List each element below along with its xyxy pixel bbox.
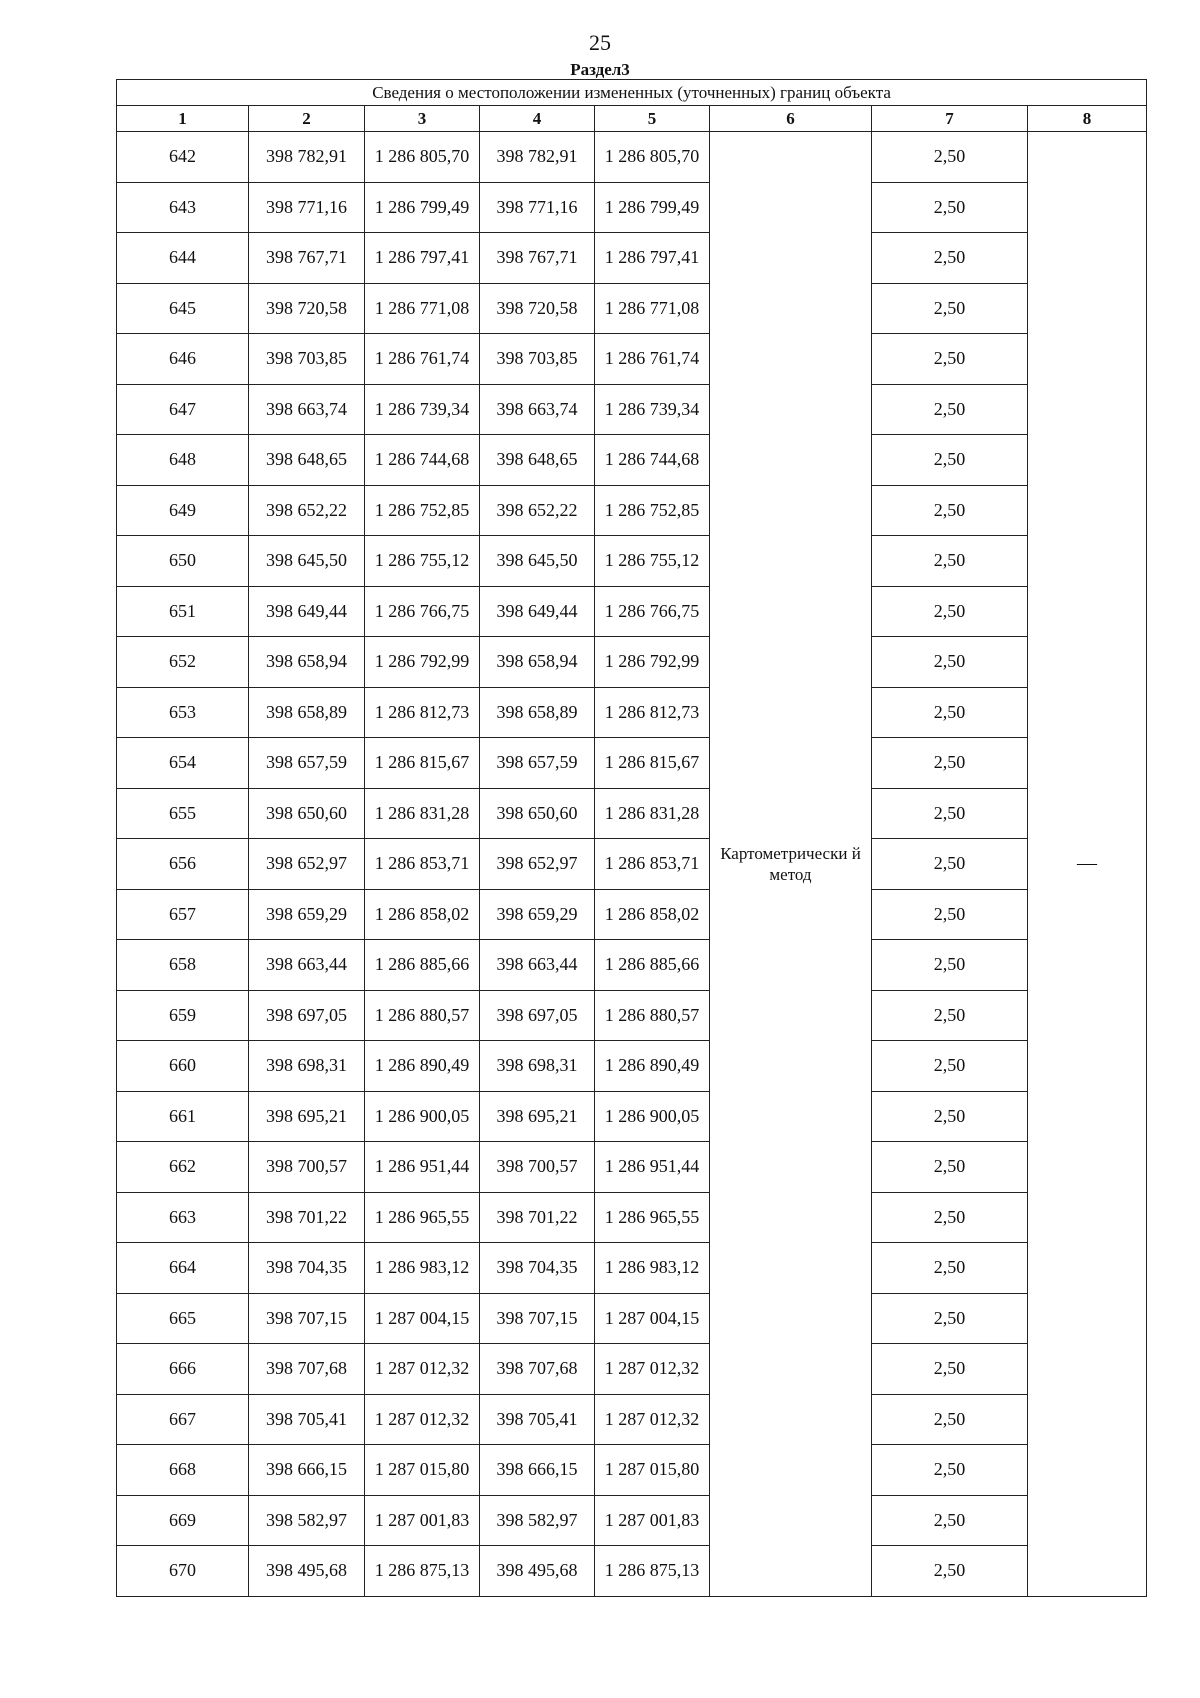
table-row bbox=[117, 637, 1147, 688]
point-number-cell: 667 bbox=[117, 1394, 249, 1445]
point-number-cell: 670 bbox=[117, 1546, 249, 1597]
table-row bbox=[117, 940, 1147, 991]
accuracy-cell: 2,50 bbox=[872, 1394, 1028, 1445]
coord-x-cell: 398 666,15 bbox=[249, 1445, 365, 1496]
coord-y-cell: 1 286 858,02 bbox=[365, 889, 480, 940]
table-row bbox=[117, 990, 1147, 1041]
coord-y-cell: 1 286 799,49 bbox=[595, 182, 710, 233]
point-number-cell: 663 bbox=[117, 1192, 249, 1243]
coord-x-cell: 398 720,58 bbox=[480, 283, 595, 334]
column-number: 7 bbox=[872, 106, 1028, 132]
coord-x-cell: 398 658,89 bbox=[480, 687, 595, 738]
coord-y-cell: 1 286 900,05 bbox=[365, 1091, 480, 1142]
coord-y-cell: 1 286 885,66 bbox=[365, 940, 480, 991]
point-number-cell: 665 bbox=[117, 1293, 249, 1344]
coord-y-cell: 1 286 752,85 bbox=[595, 485, 710, 536]
coord-y-cell: 1 286 744,68 bbox=[595, 435, 710, 486]
coord-y-cell: 1 286 951,44 bbox=[365, 1142, 480, 1193]
coord-y-cell: 1 287 015,80 bbox=[365, 1445, 480, 1496]
point-number-cell: 649 bbox=[117, 485, 249, 536]
coord-y-cell: 1 287 001,83 bbox=[595, 1495, 710, 1546]
coord-y-cell: 1 287 015,80 bbox=[595, 1445, 710, 1496]
coord-x-cell: 398 707,15 bbox=[480, 1293, 595, 1344]
point-number-cell: 668 bbox=[117, 1445, 249, 1496]
coord-y-cell: 1 286 739,34 bbox=[365, 384, 480, 435]
coord-x-cell: 398 666,15 bbox=[480, 1445, 595, 1496]
accuracy-cell: 2,50 bbox=[872, 1293, 1028, 1344]
coord-x-cell: 398 701,22 bbox=[480, 1192, 595, 1243]
table-row bbox=[117, 1293, 1147, 1344]
coord-x-cell: 398 663,74 bbox=[480, 384, 595, 435]
coord-y-cell: 1 286 771,08 bbox=[595, 283, 710, 334]
point-number-cell: 645 bbox=[117, 283, 249, 334]
coord-x-cell: 398 650,60 bbox=[249, 788, 365, 839]
coord-x-cell: 398 657,59 bbox=[480, 738, 595, 789]
point-number-cell: 644 bbox=[117, 233, 249, 284]
coord-y-cell: 1 286 815,67 bbox=[595, 738, 710, 789]
accuracy-cell: 2,50 bbox=[872, 132, 1028, 183]
coord-x-cell: 398 704,35 bbox=[249, 1243, 365, 1294]
coord-y-cell: 1 286 799,49 bbox=[365, 182, 480, 233]
table-row bbox=[117, 334, 1147, 385]
table-row bbox=[117, 233, 1147, 284]
coord-y-cell: 1 286 875,13 bbox=[595, 1546, 710, 1597]
coord-x-cell: 398 700,57 bbox=[249, 1142, 365, 1193]
accuracy-cell: 2,50 bbox=[872, 1344, 1028, 1395]
table-row bbox=[117, 586, 1147, 637]
accuracy-cell: 2,50 bbox=[872, 990, 1028, 1041]
coord-y-cell: 1 286 853,71 bbox=[595, 839, 710, 890]
coord-x-cell: 398 698,31 bbox=[480, 1041, 595, 1092]
point-number-cell: 655 bbox=[117, 788, 249, 839]
column-8-cell: — bbox=[1028, 132, 1147, 1597]
accuracy-cell: 2,50 bbox=[872, 334, 1028, 385]
table-row bbox=[117, 1495, 1147, 1546]
point-number-cell: 666 bbox=[117, 1344, 249, 1395]
point-number-cell: 664 bbox=[117, 1243, 249, 1294]
coord-y-cell: 1 286 755,12 bbox=[365, 536, 480, 587]
table-row bbox=[117, 1091, 1147, 1142]
coord-y-cell: 1 286 890,49 bbox=[365, 1041, 480, 1092]
accuracy-cell: 2,50 bbox=[872, 384, 1028, 435]
coord-y-cell: 1 286 771,08 bbox=[365, 283, 480, 334]
coord-x-cell: 398 645,50 bbox=[249, 536, 365, 587]
table-row bbox=[117, 788, 1147, 839]
accuracy-cell: 2,50 bbox=[872, 788, 1028, 839]
point-number-cell: 658 bbox=[117, 940, 249, 991]
coord-y-cell: 1 286 880,57 bbox=[365, 990, 480, 1041]
coord-x-cell: 398 658,94 bbox=[480, 637, 595, 688]
table-row bbox=[117, 536, 1147, 587]
column-number: 2 bbox=[249, 106, 365, 132]
coord-x-cell: 398 767,71 bbox=[249, 233, 365, 284]
table-row bbox=[117, 1142, 1147, 1193]
accuracy-cell: 2,50 bbox=[872, 182, 1028, 233]
coord-x-cell: 398 658,94 bbox=[249, 637, 365, 688]
coord-x-cell: 398 703,85 bbox=[249, 334, 365, 385]
coord-x-cell: 398 648,65 bbox=[249, 435, 365, 486]
coord-x-cell: 398 663,44 bbox=[480, 940, 595, 991]
coord-y-cell: 1 287 004,15 bbox=[595, 1293, 710, 1344]
accuracy-cell: 2,50 bbox=[872, 485, 1028, 536]
table-row bbox=[117, 182, 1147, 233]
accuracy-cell: 2,50 bbox=[872, 889, 1028, 940]
coord-y-cell: 1 286 880,57 bbox=[595, 990, 710, 1041]
table-row bbox=[117, 485, 1147, 536]
coord-x-cell: 398 698,31 bbox=[249, 1041, 365, 1092]
accuracy-cell: 2,50 bbox=[872, 1445, 1028, 1496]
accuracy-cell: 2,50 bbox=[872, 637, 1028, 688]
point-number-cell: 662 bbox=[117, 1142, 249, 1193]
accuracy-cell: 2,50 bbox=[872, 738, 1028, 789]
coord-x-cell: 398 707,68 bbox=[480, 1344, 595, 1395]
coord-x-cell: 398 650,60 bbox=[480, 788, 595, 839]
accuracy-cell: 2,50 bbox=[872, 1091, 1028, 1142]
table-row bbox=[117, 283, 1147, 334]
point-number-cell: 643 bbox=[117, 182, 249, 233]
coord-x-cell: 398 582,97 bbox=[480, 1495, 595, 1546]
coord-y-cell: 1 286 755,12 bbox=[595, 536, 710, 587]
table-row bbox=[117, 132, 1147, 183]
point-number-cell: 651 bbox=[117, 586, 249, 637]
table-row bbox=[117, 1041, 1147, 1092]
point-number-cell: 648 bbox=[117, 435, 249, 486]
coord-x-cell: 398 700,57 bbox=[480, 1142, 595, 1193]
coord-y-cell: 1 286 983,12 bbox=[365, 1243, 480, 1294]
coord-y-cell: 1 286 812,73 bbox=[595, 687, 710, 738]
coord-x-cell: 398 705,41 bbox=[480, 1394, 595, 1445]
coord-x-cell: 398 695,21 bbox=[480, 1091, 595, 1142]
coord-y-cell: 1 287 004,15 bbox=[365, 1293, 480, 1344]
coord-x-cell: 398 663,44 bbox=[249, 940, 365, 991]
accuracy-cell: 2,50 bbox=[872, 940, 1028, 991]
coord-x-cell: 398 648,65 bbox=[480, 435, 595, 486]
point-number-cell: 669 bbox=[117, 1495, 249, 1546]
point-number-cell: 659 bbox=[117, 990, 249, 1041]
coord-x-cell: 398 695,21 bbox=[249, 1091, 365, 1142]
section-title: Раздел3 bbox=[570, 60, 630, 79]
coord-x-cell: 398 697,05 bbox=[249, 990, 365, 1041]
coord-y-cell: 1 286 805,70 bbox=[365, 132, 480, 183]
coord-x-cell: 398 652,97 bbox=[249, 839, 365, 890]
coord-x-cell: 398 652,97 bbox=[480, 839, 595, 890]
accuracy-cell: 2,50 bbox=[872, 1142, 1028, 1193]
coord-y-cell: 1 286 858,02 bbox=[595, 889, 710, 940]
coord-x-cell: 398 652,22 bbox=[249, 485, 365, 536]
coord-x-cell: 398 652,22 bbox=[480, 485, 595, 536]
coord-x-cell: 398 782,91 bbox=[249, 132, 365, 183]
method-cell: Картометрически й метод bbox=[710, 132, 872, 1597]
accuracy-cell: 2,50 bbox=[872, 1495, 1028, 1546]
point-number-cell: 660 bbox=[117, 1041, 249, 1092]
coord-x-cell: 398 645,50 bbox=[480, 536, 595, 587]
coord-y-cell: 1 287 012,32 bbox=[595, 1394, 710, 1445]
table-row bbox=[117, 1192, 1147, 1243]
coord-y-cell: 1 287 012,32 bbox=[595, 1344, 710, 1395]
accuracy-cell: 2,50 bbox=[872, 283, 1028, 334]
coord-x-cell: 398 707,68 bbox=[249, 1344, 365, 1395]
accuracy-cell: 2,50 bbox=[872, 536, 1028, 587]
coord-x-cell: 398 767,71 bbox=[480, 233, 595, 284]
point-number-cell: 650 bbox=[117, 536, 249, 587]
point-number-cell: 642 bbox=[117, 132, 249, 183]
coord-x-cell: 398 649,44 bbox=[249, 586, 365, 637]
table-row bbox=[117, 687, 1147, 738]
accuracy-cell: 2,50 bbox=[872, 1192, 1028, 1243]
coord-x-cell: 398 657,59 bbox=[249, 738, 365, 789]
table-row bbox=[117, 889, 1147, 940]
coord-x-cell: 398 697,05 bbox=[480, 990, 595, 1041]
point-number-cell: 654 bbox=[117, 738, 249, 789]
table-row bbox=[117, 1243, 1147, 1294]
coord-y-cell: 1 286 890,49 bbox=[595, 1041, 710, 1092]
coord-y-cell: 1 286 951,44 bbox=[595, 1142, 710, 1193]
coord-x-cell: 398 659,29 bbox=[480, 889, 595, 940]
coord-x-cell: 398 701,22 bbox=[249, 1192, 365, 1243]
coord-y-cell: 1 286 766,75 bbox=[365, 586, 480, 637]
page-number: 25 bbox=[589, 30, 611, 55]
coord-y-cell: 1 286 744,68 bbox=[365, 435, 480, 486]
coord-x-cell: 398 782,91 bbox=[480, 132, 595, 183]
column-number: 8 bbox=[1028, 106, 1147, 132]
coord-x-cell: 398 649,44 bbox=[480, 586, 595, 637]
coord-y-cell: 1 286 965,55 bbox=[595, 1192, 710, 1243]
coord-y-cell: 1 286 752,85 bbox=[365, 485, 480, 536]
coord-y-cell: 1 287 012,32 bbox=[365, 1344, 480, 1395]
accuracy-cell: 2,50 bbox=[872, 687, 1028, 738]
column-number: 3 bbox=[365, 106, 480, 132]
coord-x-cell: 398 707,15 bbox=[249, 1293, 365, 1344]
table-row bbox=[117, 1546, 1147, 1597]
point-number-cell: 657 bbox=[117, 889, 249, 940]
accuracy-cell: 2,50 bbox=[872, 1546, 1028, 1597]
point-number-cell: 653 bbox=[117, 687, 249, 738]
accuracy-cell: 2,50 bbox=[872, 586, 1028, 637]
table-row bbox=[117, 1344, 1147, 1395]
coord-y-cell: 1 286 797,41 bbox=[365, 233, 480, 284]
coord-x-cell: 398 771,16 bbox=[480, 182, 595, 233]
coord-y-cell: 1 286 766,75 bbox=[595, 586, 710, 637]
coord-y-cell: 1 287 012,32 bbox=[365, 1394, 480, 1445]
coord-y-cell: 1 286 739,34 bbox=[595, 384, 710, 435]
coord-x-cell: 398 495,68 bbox=[249, 1546, 365, 1597]
column-number: 6 bbox=[710, 106, 872, 132]
coord-x-cell: 398 771,16 bbox=[249, 182, 365, 233]
coord-y-cell: 1 286 815,67 bbox=[365, 738, 480, 789]
column-number: 4 bbox=[480, 106, 595, 132]
coord-x-cell: 398 659,29 bbox=[249, 889, 365, 940]
coord-y-cell: 1 286 900,05 bbox=[595, 1091, 710, 1142]
coord-y-cell: 1 286 792,99 bbox=[595, 637, 710, 688]
coord-y-cell: 1 286 797,41 bbox=[595, 233, 710, 284]
coord-y-cell: 1 287 001,83 bbox=[365, 1495, 480, 1546]
point-number-cell: 661 bbox=[117, 1091, 249, 1142]
table-row bbox=[117, 384, 1147, 435]
table-row bbox=[117, 435, 1147, 486]
accuracy-cell: 2,50 bbox=[872, 435, 1028, 486]
table-row bbox=[117, 738, 1147, 789]
coord-y-cell: 1 286 761,74 bbox=[595, 334, 710, 385]
accuracy-cell: 2,50 bbox=[872, 1243, 1028, 1294]
coord-y-cell: 1 286 805,70 bbox=[595, 132, 710, 183]
coord-x-cell: 398 705,41 bbox=[249, 1394, 365, 1445]
coord-x-cell: 398 495,68 bbox=[480, 1546, 595, 1597]
table-body bbox=[117, 132, 1147, 1597]
table-caption: Сведения о местоположении измененных (уточненных) границ объекта bbox=[117, 80, 1147, 106]
coord-x-cell: 398 720,58 bbox=[249, 283, 365, 334]
accuracy-cell: 2,50 bbox=[872, 839, 1028, 890]
boundary-table bbox=[116, 79, 1147, 1597]
table-row bbox=[117, 1394, 1147, 1445]
point-number-cell: 652 bbox=[117, 637, 249, 688]
column-number: 1 bbox=[117, 106, 249, 132]
coord-y-cell: 1 286 965,55 bbox=[365, 1192, 480, 1243]
coord-x-cell: 398 582,97 bbox=[249, 1495, 365, 1546]
coord-x-cell: 398 663,74 bbox=[249, 384, 365, 435]
coord-y-cell: 1 286 831,28 bbox=[595, 788, 710, 839]
accuracy-cell: 2,50 bbox=[872, 233, 1028, 284]
coord-x-cell: 398 703,85 bbox=[480, 334, 595, 385]
coord-x-cell: 398 658,89 bbox=[249, 687, 365, 738]
coord-y-cell: 1 286 875,13 bbox=[365, 1546, 480, 1597]
point-number-cell: 646 bbox=[117, 334, 249, 385]
table-row bbox=[117, 839, 1147, 890]
table-row bbox=[117, 1445, 1147, 1496]
point-number-cell: 656 bbox=[117, 839, 249, 890]
coord-y-cell: 1 286 983,12 bbox=[595, 1243, 710, 1294]
coord-y-cell: 1 286 885,66 bbox=[595, 940, 710, 991]
coord-y-cell: 1 286 761,74 bbox=[365, 334, 480, 385]
coord-y-cell: 1 286 853,71 bbox=[365, 839, 480, 890]
column-number-row bbox=[117, 106, 1147, 132]
coord-x-cell: 398 704,35 bbox=[480, 1243, 595, 1294]
coord-y-cell: 1 286 792,99 bbox=[365, 637, 480, 688]
accuracy-cell: 2,50 bbox=[872, 1041, 1028, 1092]
point-number-cell: 647 bbox=[117, 384, 249, 435]
coord-y-cell: 1 286 812,73 bbox=[365, 687, 480, 738]
column-number: 5 bbox=[595, 106, 710, 132]
coord-y-cell: 1 286 831,28 bbox=[365, 788, 480, 839]
